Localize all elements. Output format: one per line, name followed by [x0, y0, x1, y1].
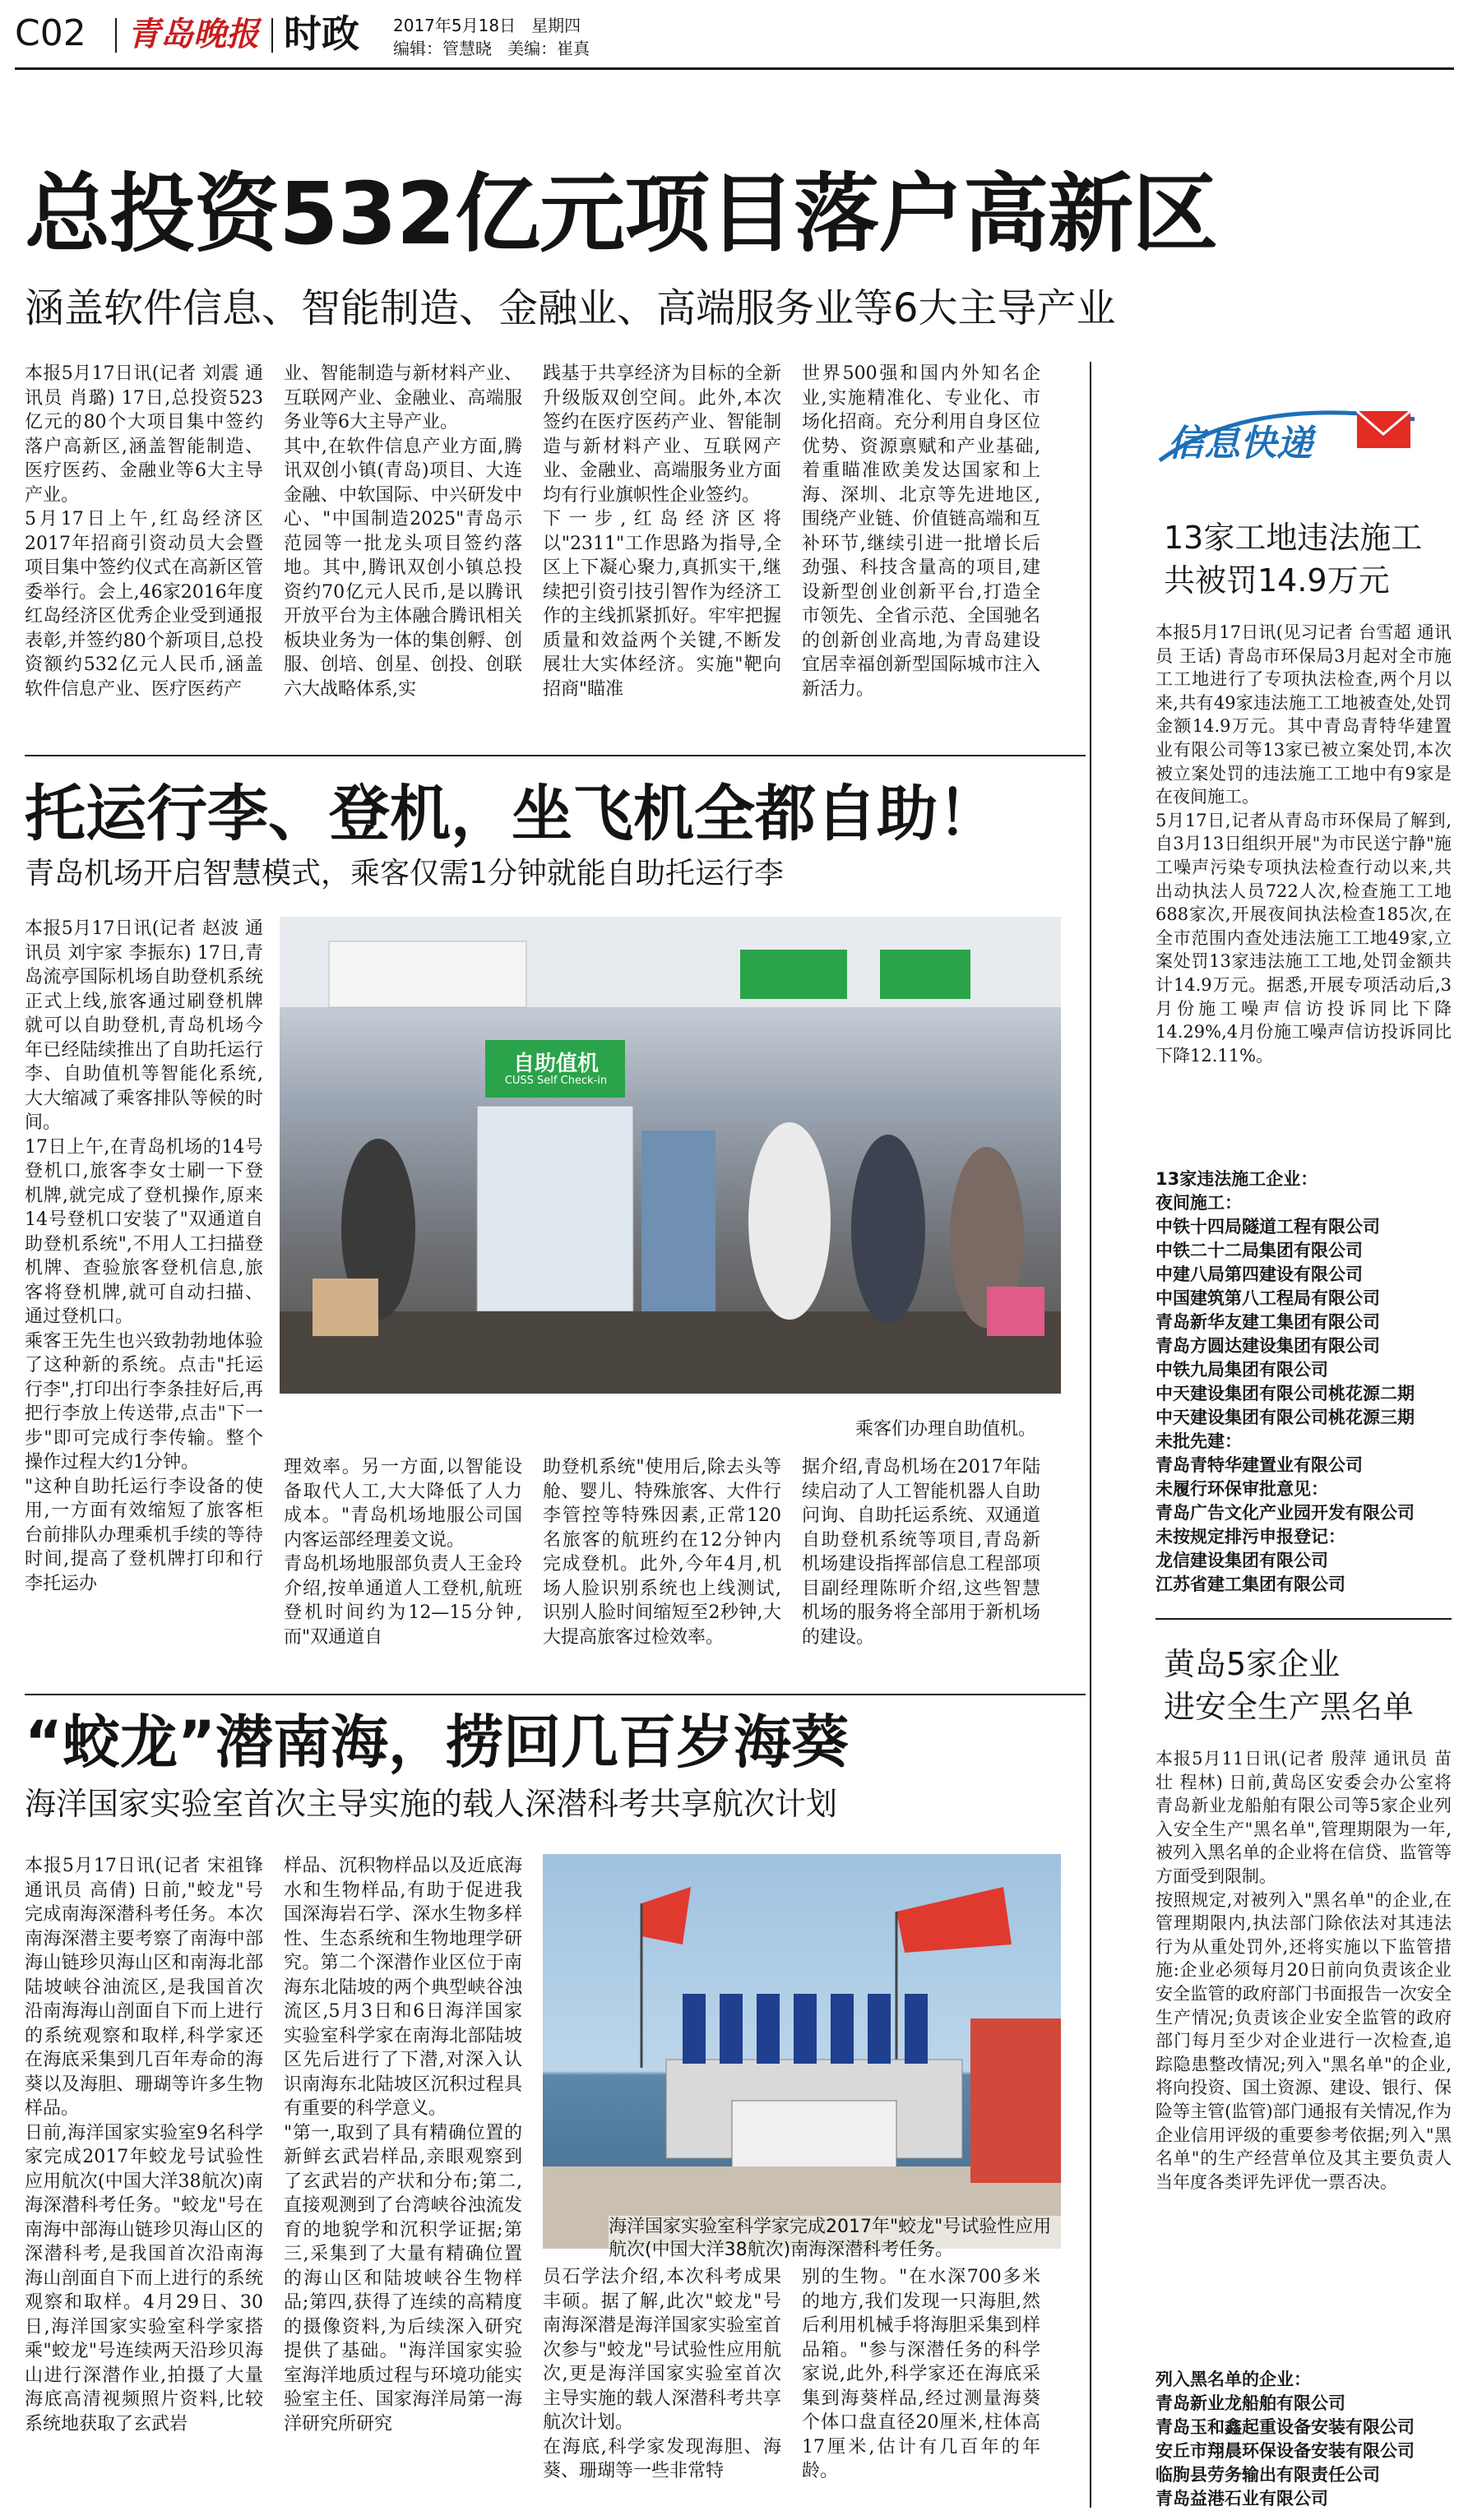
list-subtitle: 未批先建： — [1155, 1431, 1242, 1451]
story1-col-1: 本报5月17日讯(记者 刘震 通讯员 肖璐) 17日,总投资523亿元的80个大项目集中签约落户高新区,涵盖智能制造、医疗医药、金融业等6大主导产业。 5月17日上午,红岛经济区2017年招商引资动员大会暨项目集中签约仪式在高新区管委举行。会上,46家2016年度红岛经济区优秀企业受到通报表彰,并签约80个新项目,总投资额约532亿元人民币,涵盖软件信息产业、医疗医药产 — [25, 363, 263, 700]
sidebar-item2-headline-1: 黄岛5家企业 — [1164, 1646, 1341, 1682]
story2-headline: 托运行李、登机，坐飞机全都自助！ — [25, 779, 998, 849]
list-item: 青岛益港石业有限公司 — [1155, 2489, 1328, 2508]
jiaolong-crew-photo — [543, 1854, 1061, 2249]
sidebar-item2-list — [1155, 2368, 1460, 2511]
list-item: 青岛广告文化产业园开发有限公司 — [1155, 1503, 1415, 1523]
sidebar-item1-body: 本报5月17日讯(见习记者 台雪超 通讯员 王话) 青岛市环保局3月起对全市施工工地进行了专项执法检查,两个月以来,共有49家违法施工工地被查处,处罚金额14.9万元。其中青岛青特华建置业有限公司等13家已被立案处罚,本次被立案处罚的违法施工工地中有9家是在夜间施工。 5月17日,记者从青岛市环保局了解到,自3月13日组织开展"为市民送宁静"施工噪声污染专项执法检查行动以来,共出动执法人员722人次,检查施工工地688家次,开展夜间执法检查185次,在全市范围内查处违法施工工地49家,立案处罚13家违法施工工地,处罚金额共计14.9万元。据悉,开展专项活动后,3月份施工噪声信访投诉同比下降14.29%,4月份施工噪声信访投诉同比下降12.11%。 — [1155, 622, 1452, 1066]
story1-subhead: 涵盖软件信息、智能制造、金融业、高端服务业等6大主导产业 — [25, 285, 1116, 331]
list-item: 龙信建设集团有限公司 — [1155, 1551, 1328, 1570]
list-item: 安丘市翔晨环保设备安装有限公司 — [1155, 2441, 1415, 2461]
list-item: 青岛新业龙船舶有限公司 — [1155, 2393, 1345, 2413]
story1-rule — [25, 755, 1086, 756]
list-item: 中建八局第四建设有限公司 — [1155, 1265, 1363, 1284]
story3-col-1: 本报5月17日讯(记者 宋祖锋 通讯员 高倩) 日前,"蛟龙"号完成南海深潜科考任务。本次南海深潜主要考察了南海中部海山链珍贝海山区和南海北部陆坡峡谷油流区,是我国首次沿南海海山剖面自下而上进行的系统观察和取样,科学家还在海底采集到几百年寿命的海葵以及海胆、珊瑚等许多生物样品。 日前,海洋国家实验室9名科学家完成2017年蛟龙号试验性应用航次(中国大洋38航次)南海深潜科考任务。"蛟龙"号在南海中部海山链珍贝海山区的深潜科考,是我国首次沿南海海山剖面自下而上进行的系统观察和取样。4月29日、30日,海洋国家实验室科学家搭乘"蛟龙"号连续两天沿珍贝海山进行深潜作业,拍摄了大量海底高清视频照片资料,比较系统地获取了玄武岩 — [25, 1856, 263, 2434]
news-express-badge — [1151, 386, 1423, 477]
checkin-sign: 自助值机 — [512, 1052, 599, 1076]
story1-col-2: 业、智能制造与新材料产业、互联网产业、金融业、高端服务业等6大主导产业。 其中,在软件信息产业方面,腾讯双创小镇(青岛)项目、大连金融、中软国际、中兴研发中心、"中国制造2025"青岛示范园等一批龙头项目签约落地。其中,腾讯双创小镇总投资约70亿元人民币,是以腾讯开放平台为主体融合腾讯相关板块业务为一体的集创孵、创服、创培、创星、创投、创联六大战略体系,实 — [284, 363, 522, 700]
sidebar-item1-list — [1155, 1168, 1460, 1597]
airport-scene-icon — [280, 917, 1061, 1394]
newspaper-logo: 青岛晚报 — [127, 15, 259, 53]
list-item: 中天建设集团有限公司桃花源二期 — [1155, 1384, 1415, 1403]
list-item: 中铁九局集团有限公司 — [1155, 1360, 1328, 1380]
list-item: 临朐县劳务输出有限责任公司 — [1155, 2465, 1380, 2485]
story1-col-3: 践基于共享经济为目标的全新升级版双创空间。此外,本次签约在医疗医药产业、智能制造与新材料产业、互联网产业、金融业、高端服务业方面均有行业旗帜性企业签约。 下一步,红岛经济区将以"2311"工作思路为指导,全区上下凝心聚力,真抓实干,继续把引资引技引智作为经济工作的主线抓紧抓好。牢牢把握质量和效益两个关键,不断发展壮大实体经济。实施"靶向招商"瞄准 — [543, 363, 781, 700]
masthead-divider — [115, 18, 117, 53]
list-subtitle: 未按规定排污申报登记： — [1155, 1527, 1345, 1547]
airport-checkin-photo — [280, 917, 1061, 1394]
story2-lower-col-1: 理效率。另一方面,以智能设备取代人工,大大降低了人力成本。"青岛机场地服公司国内客运部经理姜文说。 青岛机场地服部负责人王金玲介绍,按单通道人工登机,航班登机时间约为12—15分钟,而"双通道自 — [284, 1457, 522, 1648]
editors-line: 编辑：管慧晓 美编：崔真 — [393, 39, 590, 58]
story3-photo-caption: 海洋国家实验室科学家完成2017年"蛟龙"号试验性应用航次(中国大洋38航次)南海深潜科考任务。 — [609, 2216, 1069, 2262]
story3-lower-col-2: 别的生物。"在水深700多米的地方,我们发现一只海胆,然后利用机械手将海胆采集到样品箱。"参与深潜任务的科学家说,此外,科学家还在海底采集到海葵样品,经过测量海葵个体口盘直径20厘米,柱体高17厘米,估计有几百年的年龄。 — [802, 2267, 1040, 2481]
list-item: 中铁二十二局集团有限公司 — [1155, 1241, 1363, 1260]
list-item: 青岛方圆达建设集团有限公司 — [1155, 1336, 1380, 1356]
sidebar-item1-headline-2: 共被罚14.9万元 — [1164, 562, 1390, 599]
page-number: C02 — [15, 12, 86, 54]
list-subtitle: 夜间施工： — [1155, 1193, 1242, 1213]
story2-col-1: 本报5月17日讯(记者 赵波 通讯员 刘宇家 李振东) 17日,青岛流亭国际机场自助登机系统正式上线,旅客通过刷登机牌就可以自助登机,青岛机场今年已经陆续推出了自助托运行李、自助值机等智能化系统,大大缩减了乘客排队等候的时间。 17日上午,在青岛机场的14号登机口,旅客李女士刷一下登机牌,就完成了登机操作,原来14号登机口安装了"双通道自助登机系统",不用人工扫描登机牌、查验旅客登机信息,旅客将登机牌,就可自动扫描、通过登机口。 乘客王先生也兴致勃勃地体验了这种新的系统。点击"托运行李",打印出行李条挂好后,再把行李放上传送带,点击"下一步"即可完成行李传输。整个操作过程大约1分钟。 "这种自助托运行李设备的使用,一方面有效缩短了旅客柜台前排队办理乘机手续的等待时间,提高了登机牌打印和行李托运办 — [25, 918, 263, 1594]
story2-rule — [25, 1694, 1086, 1695]
issue-date: 2017年5月18日 星期四 — [393, 16, 581, 35]
list-item: 青岛玉和鑫起重设备安装有限公司 — [1155, 2417, 1415, 2437]
story3-headline: “蛟龙”潜南海，捞回几百岁海葵 — [25, 1709, 850, 1776]
list-title: 13家违法施工企业： — [1155, 1169, 1318, 1189]
story2-subhead: 青岛机场开启智慧模式，乘客仅需1分钟就能自助托运行李 — [25, 857, 784, 890]
story3-lower-col-1: 员石学法介绍,本次科考成果丰硕。据了解,此次"蛟龙"号南海深潜是海洋国家实验室首次参与"蛟龙"号试验性应用航次,更是海洋国家实验室首次主导实施的载人深潜科考共享航次计划。 在海底,科学家发现海胆、海葵、珊瑚等一些非常特 — [543, 2267, 781, 2481]
sidebar-item2-headline-2: 进安全生产黑名单 — [1164, 1689, 1415, 1725]
sidebar-item2-body: 本报5月11日讯(记者 殷萍 通讯员 苗壮 程林) 日前,黄岛区安委会办公室将青岛新业龙船舶有限公司等5家企业列入安全生产"黑名单",管理期限为一年,被列入黑名单的企业将在信贷、监管等方面受到限制。 按照规定,对被列入"黑名单"的企业,在管理期限内,执法部门除依法对其违法行为从重处罚外,还将实施以下监管措施:企业必须每月20日前向负责该企业安全监管的政府部门书面报告一次安全生产情况;负责该企业安全监管的政府部门每月至少对企业进行一次检查,追踪隐患整改情况;列入"黑名单"的企业,将向投资、国土资源、建设、银行、保险等主管(监管)部门通报有关情况,作为企业信用评级的重要参考依据;列入"黑名单"的生产经营单位及其主要负责人当年度各类评先评优一票否决。 — [1155, 1749, 1452, 2192]
list-item: 青岛新华友建工集团有限公司 — [1155, 1312, 1380, 1332]
story1-col-4: 世界500强和国内外知名企业,实施精准化、专业化、市场化招商。充分利用自身区位优势、资源禀赋和产业基础,着重瞄准欧美发达国家和上海、深圳、北京等先进地区,围绕产业链、价值链高端和互补环节,继续引进一批增长后劲强、科技含量高的项目,建设新型创业创新平台,打造全市领先、全省示范、全国驰名的创新创业高地,为青岛建设宜居幸福创新型国际城市注入新活力。 — [802, 363, 1040, 700]
story2-photo-caption: 乘客们办理自助值机。 — [855, 1419, 1037, 1440]
sidebar-item1-headline-1: 13家工地违法施工 — [1164, 520, 1423, 556]
list-item: 青岛青特华建置业有限公司 — [1155, 1455, 1363, 1475]
list-item: 中天建设集团有限公司桃花源三期 — [1155, 1408, 1415, 1427]
sidebar-divider — [1090, 362, 1091, 2508]
masthead-rule — [15, 67, 1454, 70]
list-item: 中铁十四局隧道工程有限公司 — [1155, 1217, 1380, 1237]
list-item: 江苏省建工集团有限公司 — [1155, 1574, 1345, 1594]
story1-headline: 总投资532亿元项目落户高新区 — [25, 164, 1218, 264]
masthead-divider-2 — [271, 18, 273, 53]
ship-deck-icon — [543, 1854, 1061, 2249]
story3-subhead: 海洋国家实验室首次主导实施的载人深潜科考共享航次计划 — [25, 1786, 838, 1822]
story2-lower-col-3: 据介绍,青岛机场在2017年陆续启动了人工智能机器人自助问询、自助托运系统、双通道自助登机系统等项目,青岛新机场建设指挥部信息工程部项目副经理陈昕介绍,这些智慧机场的服务将全部用于新机场的建设。 — [802, 1457, 1040, 1648]
story3-col-2: 样品、沉积物样品以及近底海水和生物样品,有助于促进我国深海岩石学、深水生物多样性、生态系统和生物地理学研究。第二个深潜作业区位于南海东北陆坡的两个典型峡谷浊流区,5月3日和6日海洋国家实验室科学家在南海北部陆坡区先后进行了下潜,对深入认识南海东北陆坡区沉积过程具有重要的科学意义。 "第一,取到了具有精确位置的新鲜玄武岩样品,亲眼观察到了玄武岩的产状和分布;第二,直接观测到了台湾峡谷浊流发育的地貌学和沉积学证据;第三,采集到了大量有精确位置的海山区和陆坡峡谷生物样品;第四,获得了连续的高精度的摄像资料,为后续深入研究提供了基础。"海洋国家实验室海洋地质过程与环境功能实验室主任、国家海洋局第一海洋研究所研究 — [284, 1856, 522, 2434]
list-subtitle: 未履行环保审批意见： — [1155, 1479, 1328, 1499]
section-name: 时政 — [284, 12, 359, 56]
story2-lower-col-2: 助登机系统"使用后,除去头等舱、婴儿、特殊旅客、大件行李管控等特殊因素,正常120名旅客的航班约在12分钟内完成登机。此外,今年4月,机场人脸识别系统也上线测试,识别人脸时间缩短至2秒钟,大大提高旅客过检效率。 — [543, 1457, 781, 1648]
checkin-sign-sub: CUSS Self Check-in — [504, 1075, 608, 1087]
list-item: 中国建筑第八工程局有限公司 — [1155, 1288, 1380, 1308]
list-title: 列入黑名单的企业： — [1155, 2370, 1311, 2389]
sidebar-rule — [1155, 1618, 1452, 1620]
news-express-label: 信息快递 — [1168, 423, 1313, 465]
